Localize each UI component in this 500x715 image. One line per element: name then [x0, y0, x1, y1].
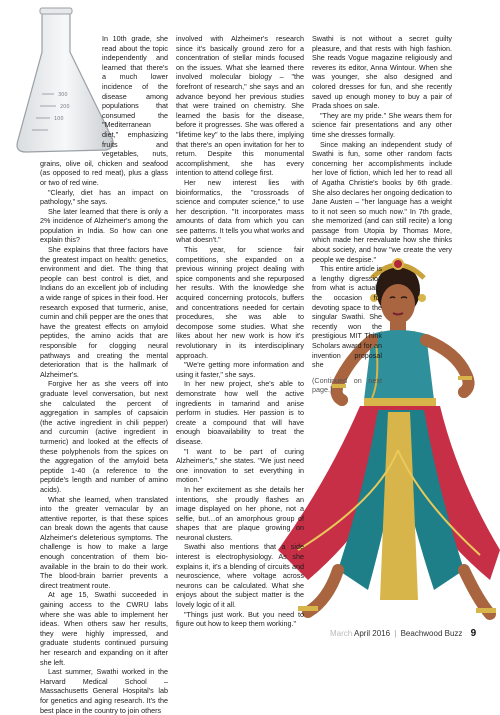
- paragraph: Since making an independent study of Swathi is fun, some other random facts concerning her accomplishments include her love of fiction, which led her to read all of Agatha Christie's books by 6th grade. She also declares her ongoing dedication to Jane Austen – "her language has a weight to it not seen so much now." In 7th grade, she memorized (and can still recite) a long passage from Utopia by Thomas More, which made her reevaluate how she thinks about society, and how "we create the very people we despise.": [312, 139, 452, 264]
- paragraph: In 10th grade, she read about the topic independently and learned that there's a much lower incidence of the disease among populations that consumed the "Mediterranean diet," emphasizing fruits and vegetables, nuts, grains, olive oil, chicken and seafood (as opposed to red meat), plus a glass or two of red wine.: [40, 34, 168, 187]
- page-footer: [330, 628, 490, 642]
- paragraph: Last summer, Swathi worked in the Harvard Medical School – Massachusetts General Hospital's lab for genetics and aging research. It's the best place in the country to join others: [40, 667, 168, 715]
- paragraph: What she learned, when translated into the greater vernacular by an attentive reporter, is that these spices can break down the agents that cause Alzheimer's deleterious symptoms. The challenge is how to make a large enough concentration of them bio-available in the brain to do their work. The blood-brain barrier prevents a direct treatment route.: [40, 494, 168, 590]
- footer-issue: April 2016: [354, 629, 391, 638]
- page-number: 9: [470, 628, 477, 639]
- article-column-3: [312, 34, 452, 474]
- footer-faded-month: March: [330, 629, 353, 638]
- paragraph: She later learned that there is only a 2% incidence of Alzheimer's among the population in India. So how can one explain this?: [40, 206, 168, 245]
- paragraph: Swathi also mentions that a side interest is electrophysiology. As she explains it, it's a blending of circuits and neuroscience, where voltage across neurons can be calculated. What she enjoys about the subject matter is the lovely logic of it all.: [176, 542, 304, 610]
- paragraph: "We're getting more information and using it faster," she says.: [176, 360, 304, 379]
- paragraph: Forgive her as she veers off into graduate level conversation, but next she calculated the percent of aggregation in samples of capsaicin (the active ingredient in chili pepper) and curcumin (active ingredient in turmeric) and looked at the effects of these polyphenols from the spices on the aggregation of the amyloid beta peptide 1-40 (a reference to the peptide's length and number of amino acids).: [40, 379, 168, 494]
- paragraph: "Clearly, diet has an impact on pathology," she says.: [40, 187, 168, 207]
- paragraph: Her new interest lies with bioinformatics, the "crossroads of science and computer science," to use her description. "It incorporates mass amounts of data from which you can see patterns. It tells you what works and what doesn't.": [176, 177, 304, 245]
- svg-text:100: 100: [54, 116, 64, 122]
- svg-text:200: 200: [60, 104, 70, 110]
- article-column-1: [40, 34, 168, 715]
- continued-note: (Continued on next page.): [312, 375, 382, 395]
- paragraph: "I want to be part of curing Alzheimer's," she states. "We just need one innovation to set everything in motion.": [176, 446, 304, 485]
- paragraph: This year, for science fair competitions, she expanded on a previous winning project dealing with spice components and she repurposed her results. With the knowledge she acquired concerning protocols, buffers and concentrations needed for certain procedures, she was able to decompose some studies. What she likes about her new work is how it's revolutionary in its interdisciplinary approach.: [176, 245, 304, 360]
- paragraph: involved with Alzheimer's research since it's basically ground zero for a concentration of stellar minds focused on the issues. What she learned there involved molecular biology – "the forefront of research," she says and an advance beyond her previous studies that were trained on chemistry. She learned the basis for the disease, before it progresses. She was offered a "lifetime key" to the labs there, implying that there's an open invitation for her to return. Despite this monumental accomplishment, she has every intention to attend college first.: [176, 34, 304, 178]
- paragraph: In her excitement as she details her intentions, she proudly flashes an image displayed on her phone, not a selfie, but…of an amorphous group of shapes that are plaque growing on neuronal clusters.: [176, 484, 304, 542]
- article-column-2: [176, 34, 304, 629]
- svg-text:300: 300: [58, 92, 68, 98]
- paragraph: In her new project, she's able to demonstrate how well the active ingredients in tamarind and anise perform in studies. Her passion is to create a compound that will have enough bioavailability to treat the disease.: [176, 379, 304, 446]
- paragraph: "Things just work. But you need to figure out how to keep them working.": [176, 609, 304, 629]
- paragraph: Swathi is not without a secret guilty pleasure, and that rests with high fashion. She reads Vogue magazine religiously and reveres its editor, Anna Wintour. When she was younger, she also designed and colored dresses for fun, and she recently saved up enough money to buy a pair of Prada shoes on sale.: [312, 34, 452, 111]
- paragraph: This entire article is a lengthy digression from what is actually the occasion for devoting space to the singular Swathi. She recently won the prestigious MIT Think Scholars award for an invention proposal she: [312, 264, 382, 370]
- paragraph: She explains that three factors have the greatest impact on health: genetics, environment and diet. The thing that people can best control is diet, and Indians do an excellent job of including a wide range of spices in their food. Her research exposed that turmeric, anise, cumin and chili pepper are the ones that have the greatest effects on amyloid peptides, the amino acids that are responsible for clogging neural pathways and creating the mental deterioration that is the hallmark of Alzheimer's.: [40, 245, 168, 379]
- footer-magazine: Beachwood Buzz: [400, 629, 463, 638]
- paragraph: At age 15, Swathi succeeded in gaining access to the CWRU labs where she was able to implement her ideas. When others saw her results, they were highly impressed, and graduate students continued pursuing her research and expanding on it after she left.: [40, 590, 168, 667]
- footer-separator: |: [394, 629, 397, 638]
- paragraph: "They are my pride." She wears them for science fair presentations and any other time she dresses formally.: [312, 110, 452, 139]
